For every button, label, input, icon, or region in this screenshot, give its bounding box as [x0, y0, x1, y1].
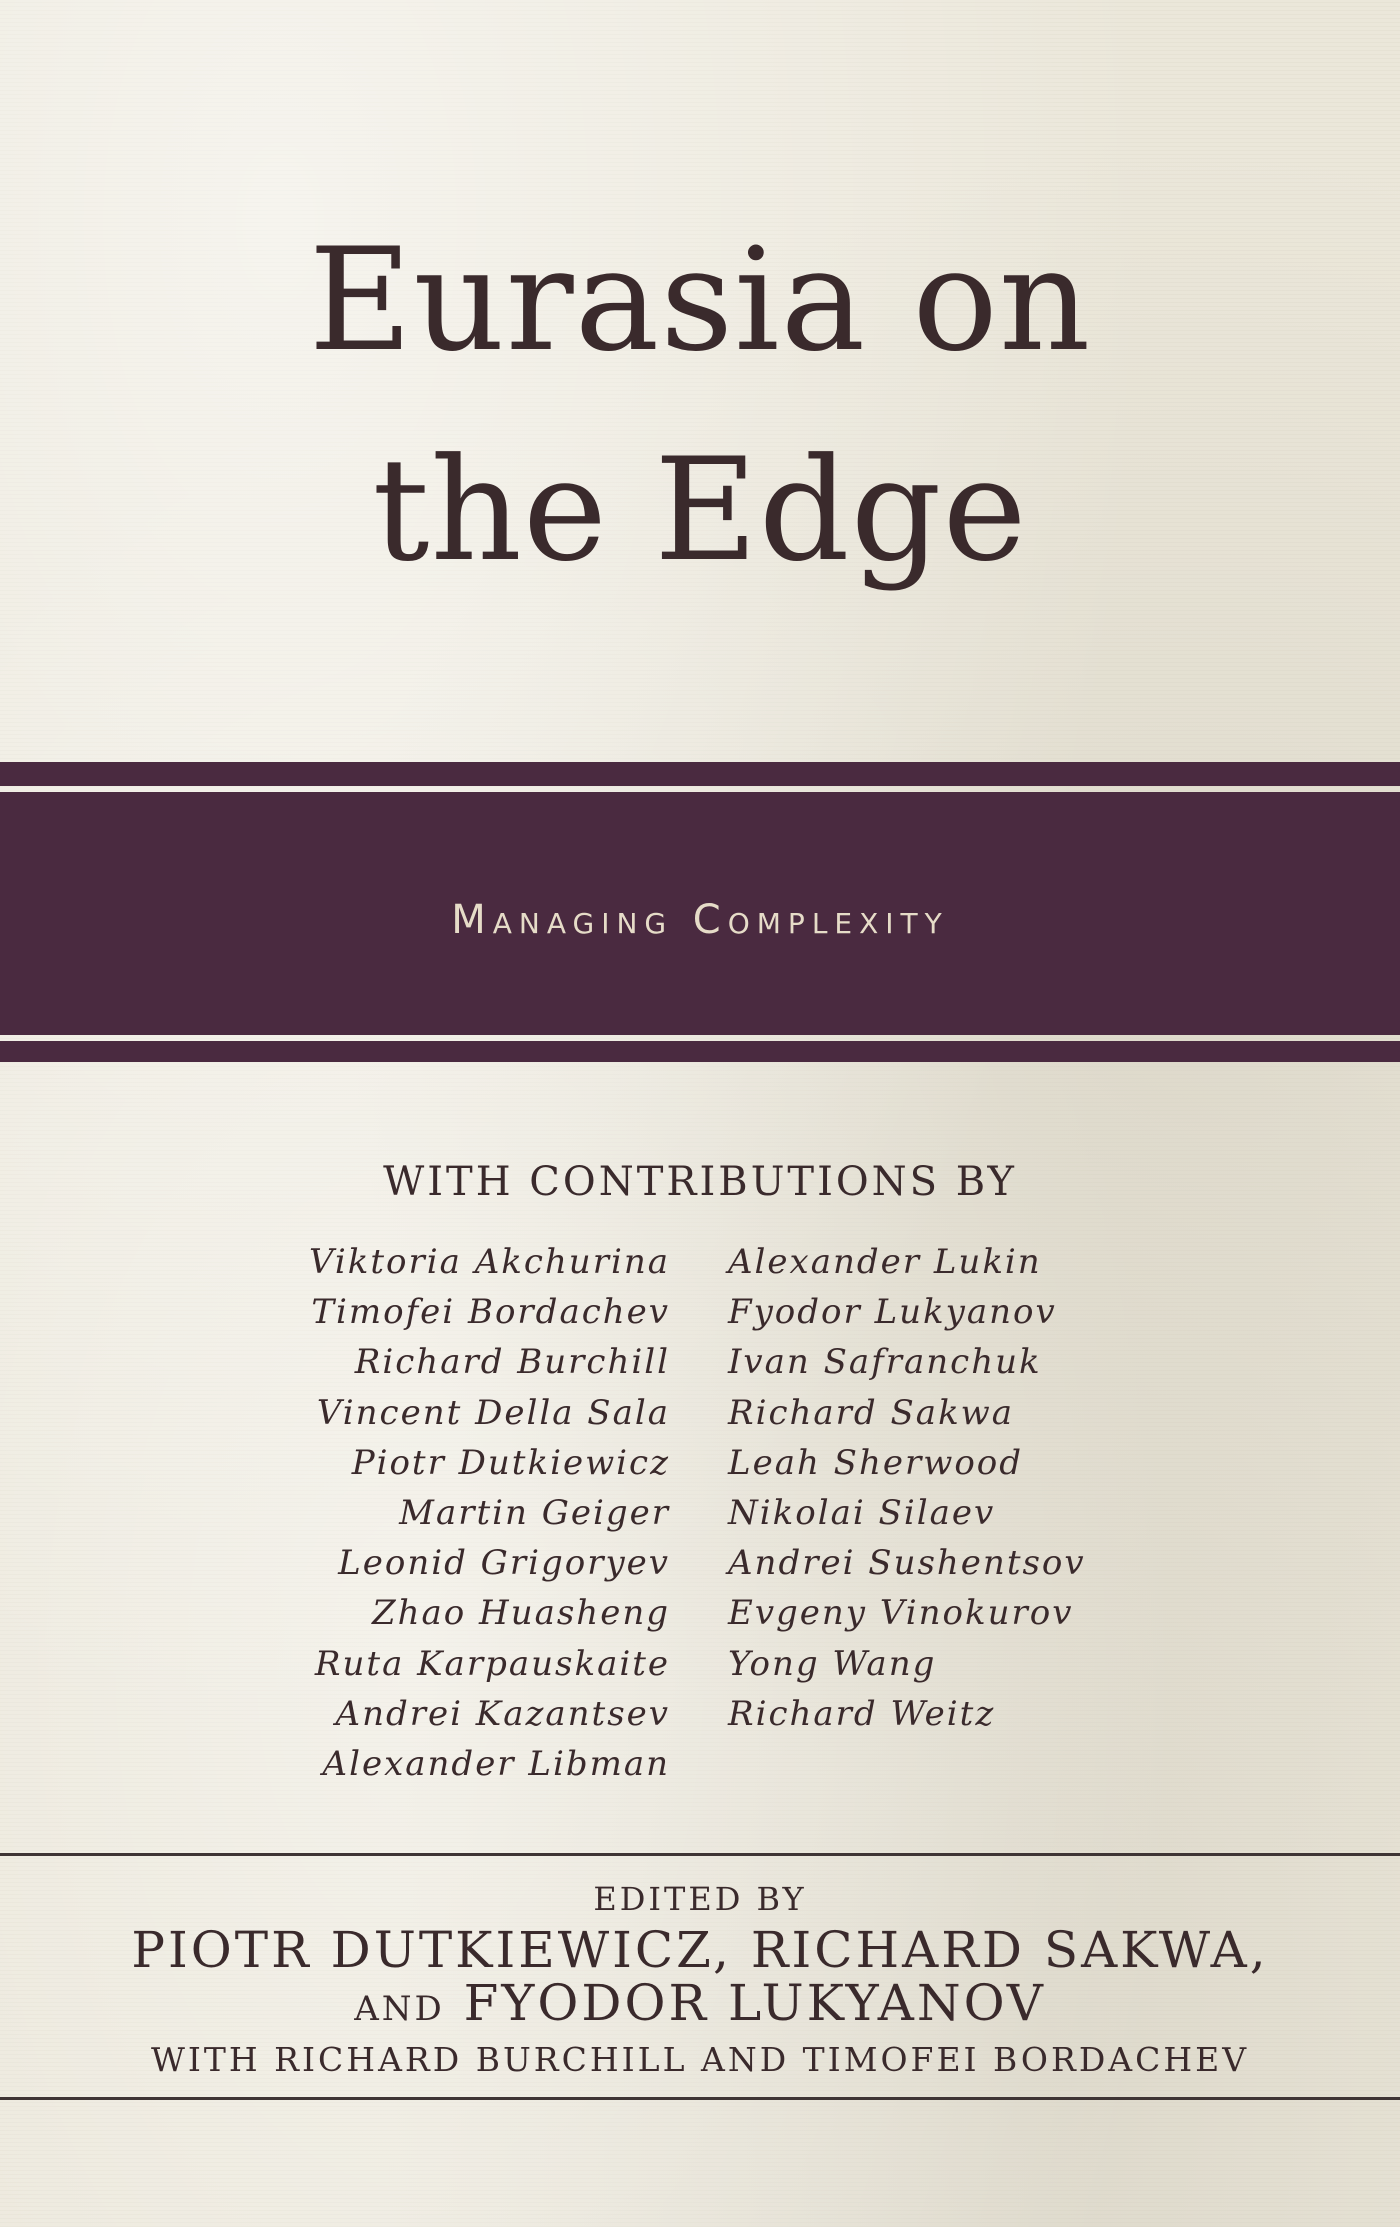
contributor-name: Martin Geiger — [399, 1492, 670, 1533]
contributor-name: Alexander Libman — [322, 1743, 670, 1784]
edited-by-label: EDITED BY — [593, 1880, 807, 1918]
contributor-name: Leah Sherwood — [728, 1442, 1024, 1483]
contributor-name: Leonid Grigoryev — [338, 1543, 670, 1584]
contributor-name: Zhao Huasheng — [371, 1593, 670, 1634]
book-subtitle: Managing Complexity — [451, 897, 949, 943]
contributor-name: Alexander Lukin — [728, 1242, 1042, 1282]
editors-names-line-1: PIOTR DUTKIEWICZ, RICHARD SAKWA, — [131, 1921, 1269, 1979]
editors-top-rule — [0, 1853, 1400, 1856]
editors-last-name: FYODOR LUKYANOV — [463, 1974, 1046, 2032]
contributor-name: Viktoria Akchurina — [308, 1242, 670, 1282]
book-title-line-1: Eurasia on — [308, 218, 1092, 383]
contributor-name: Richard Weitz — [728, 1693, 996, 1734]
contributors-left-column — [240, 1237, 670, 1789]
contributor-name: Yong Wang — [728, 1643, 937, 1684]
contributor-name: Evgeny Vinokurov — [728, 1593, 1074, 1634]
contributor-name: Timofei Bordachev — [311, 1292, 670, 1333]
editors-names-line-2 — [0, 1974, 1400, 2032]
contributor-name: Fyodor Lukyanov — [728, 1292, 1057, 1333]
editors-bottom-rule — [0, 2097, 1400, 2100]
contributor-name: Andrei Sushentsov — [728, 1543, 1086, 1584]
co-editors-line: WITH RICHARD BURCHILL AND TIMOFEI BORDACHEV — [150, 2040, 1250, 2079]
contributor-name: Ruta Karpauskaite — [314, 1643, 670, 1684]
contributor-name: Ivan Safranchuk — [728, 1342, 1042, 1383]
contributions-heading: WITH CONTRIBUTIONS BY — [383, 1159, 1017, 1205]
contributor-name: Piotr Dutkiewicz — [351, 1442, 670, 1483]
editors-and-word: AND — [354, 1989, 445, 2029]
band-bottom-stripe — [0, 1041, 1400, 1062]
book-title-line-2: the Edge — [372, 428, 1028, 593]
band-top-stripe — [0, 762, 1400, 786]
contributor-name: Andrei Kazantsev — [335, 1693, 670, 1734]
contributor-name: Vincent Della Sala — [316, 1392, 670, 1433]
contributor-name: Richard Burchill — [354, 1342, 670, 1383]
contributors-right-column — [728, 1237, 1188, 1739]
contributor-name: Richard Sakwa — [728, 1392, 1015, 1433]
contributor-name: Nikolai Silaev — [728, 1492, 996, 1533]
